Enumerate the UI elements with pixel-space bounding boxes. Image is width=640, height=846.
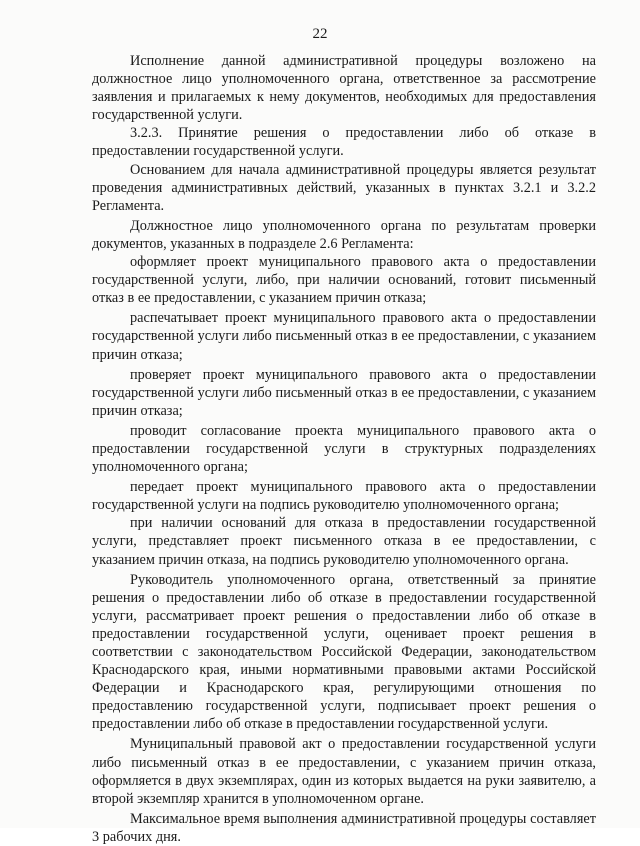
list-item: оформляет проект муниципального правового акта о предоставлении государственной услуги, либо, при наличии оснований, готовит письменный отказ в ее предоставлении, с указанием причин отказа; — [92, 254, 596, 307]
list-item: передает проект муниципального правового акта о предоставлении государственной услуги на подпись руководителю уполномоченного органа; — [92, 479, 596, 514]
list-item: распечатывает проект муниципального правового акта о предоставлении государственной услуги либо письменный отказ в ее предоставлении, с указанием причин отказа; — [92, 310, 596, 363]
paragraph: Исполнение данной административной процедуры возложено на должностное лицо уполномоченного органа, ответственное за рассмотрение заявления и прилагаемых к нему документов, необходимых для предоставления государственной услуги. — [92, 53, 596, 124]
paragraph: Основанием для начала административной процедуры является результат проведения административных действий, указанных в пунктах 3.2.1 и 3.2.2 Регламента. — [92, 161, 596, 214]
paragraph: Максимальное время выполнения административной процедуры составляет 3 рабочих дня. — [92, 810, 596, 845]
list-item: проводит согласование проекта муниципального правового акта о предоставлении государственной услуги в структурных подразделениях уполномоченного органа; — [92, 422, 596, 476]
list-item: при наличии оснований для отказа в предоставлении государственной услуги, представляет проект письменного отказа в ее предоставлении, с указанием причин отказа, на подпись руководителю уполномоченного органа. — [92, 515, 596, 568]
page-number: 22 — [312, 26, 328, 42]
document-body — [92, 52, 596, 846]
paragraph: Руководитель уполномоченного органа, ответственный за принятие решения о предоставлении либо об отказе в предоставлении государственной услуги, рассматривает проект решения о предоставлении либо об отказе в предоставлении государственной услуги, оценивает проект решения в соответствии с законодательством Российской Федерации, законодательством Краснодарского края, иными нормативными правовыми актами Российской Федерации и Краснодарского края, регулирующими отношения по предоставлению государственной услуги, подписывает проект решения о предоставлении либо об отказе в предоставлении государственной услуги. — [92, 571, 596, 733]
paragraph: Должностное лицо уполномоченного органа по результатам проверки документов, указанных в подразделе 2.6 Регламента: — [92, 217, 596, 252]
section-heading: 3.2.3. Принятие решения о предоставлении либо об отказе в предоставлении государственной услуги. — [92, 125, 596, 160]
list-item: проверяет проект муниципального правового акта о предоставлении государственной услуги либо письменный отказ в ее предоставлении, с указанием причин отказа; — [92, 366, 596, 419]
paragraph: Муниципальный правовой акт о предоставлении государственной услуги либо письменный отказ в ее предоставлении, с указанием причин отказа, оформляется в двух экземплярах, один из которых выдается на руки заявителю, а второй экземпляр хранится в уполномоченном органе. — [92, 736, 596, 807]
